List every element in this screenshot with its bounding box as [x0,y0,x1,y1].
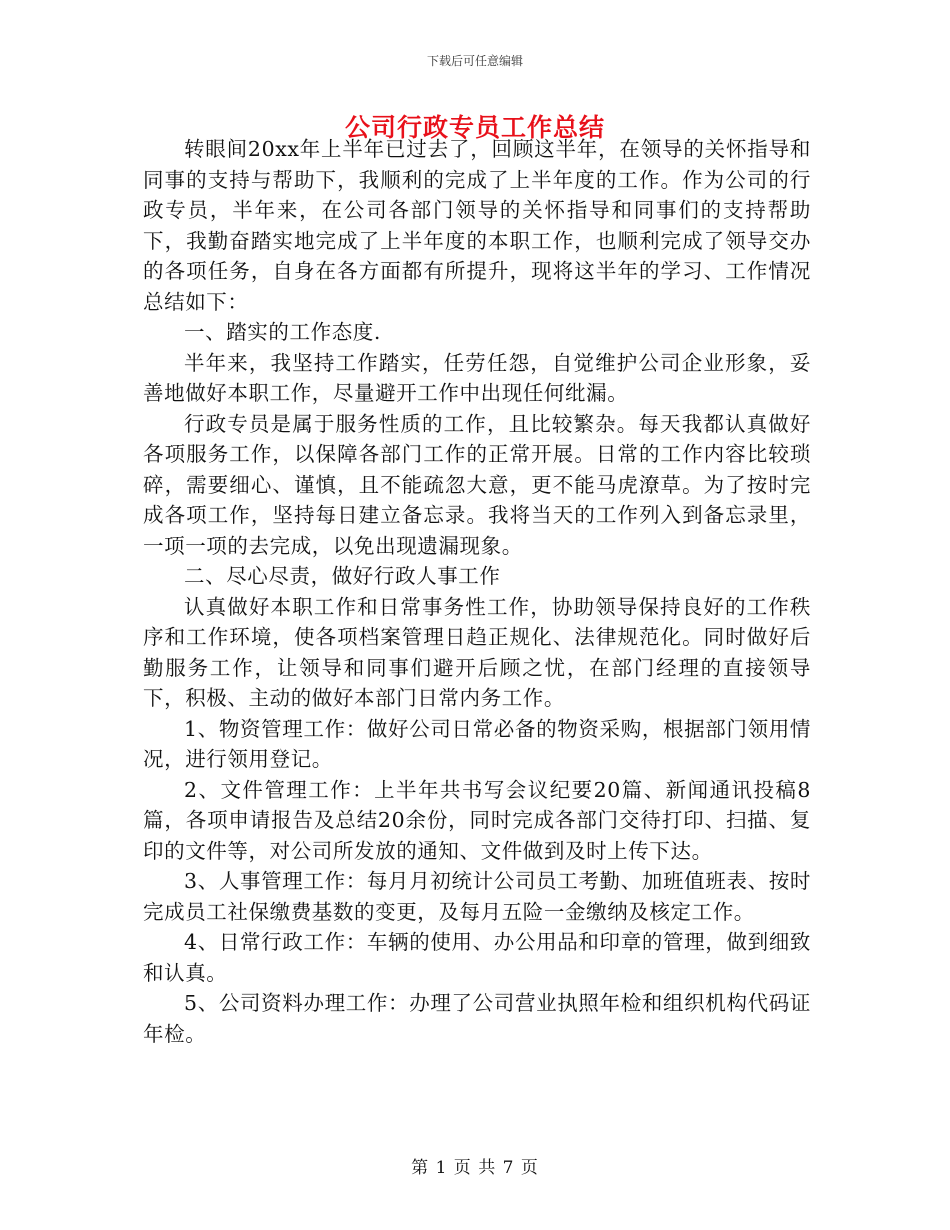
list-item: 1、物资管理工作：做好公司日常必备的物资采购，根据部门领用情况，进行领用登记。 [143,716,811,771]
list-item: 2、文件管理工作：上半年共书写会议纪要20篇、新闻通讯投稿8篇，各项申请报告及总结20余份，同时完成各部门交待打印、扫描、复印的文件等，对公司所发放的通知、文件做到及时上传下达。 [143,777,811,863]
list-item: 4、日常行政工作：车辆的使用、办公用品和印章的管理，做到细致和认真。 [143,930,811,985]
page-header: 下载后可任意编辑 [426,54,523,68]
list-item: 3、人事管理工作：每月月初统计公司员工考勤、加班值班表、按时完成员工社保缴费基数的变更，及每月五险一金缴纳及核定工作。 [143,869,811,924]
paragraph: 行政专员是属于服务性质的工作，且比较繁杂。每天我都认真做好各项服务工作，以保障各部门工作的正常开展。日常的工作内容比较琐碎，需要细心、谨慎，且不能疏忽大意，更不能马虎潦草。为了按时完成各项工作，坚持每日建立备忘录。我将当天的工作列入到备忘录里，一项一项的去完成，以免出现遗漏现象。 [143,411,811,558]
paragraph: 认真做好本职工作和日常事务性工作，协助领导保持良好的工作秩序和工作环境，使各项档案管理日趋正规化、法律规范化。同时做好后勤服务工作，让领导和同事们避开后顾之忧，在部门经理的直接领导下，积极、主动的做好本部门日常内务工作。 [143,594,811,710]
list-item: 5、公司资料办理工作：办理了公司营业执照年检和组织机构代码证年检。 [143,991,811,1046]
document-title: 公司行政专员工作总结 [344,113,605,142]
page-footer: 第 1 页 共 7 页 [411,1158,539,1178]
document-body [143,134,811,1049]
paragraph: 半年来，我坚持工作踏实，任劳任怨，自觉维护公司企业形象，妥善地做好本职工作，尽量避开工作中出现任何纰漏。 [143,350,811,405]
section-heading-2: 二、尽心尽责，做好行政人事工作 [184,564,501,588]
paragraph-intro: 转眼间20xx年上半年已过去了，回顾这半年，在领导的关怀指导和同事的支持与帮助下，我顺利的完成了上半年度的工作。作为公司的行政专员，半年来，在公司各部门领导的关怀指导和同事们的支持帮助下，我勤奋踏实地完成了上半年度的本职工作，也顺利完成了领导交办的各项任务，自身在各方面都有所提升，现将这半年的学习、工作情况总结如下： [143,137,811,314]
section-heading-1: 一、踏实的工作态度. [184,320,382,344]
